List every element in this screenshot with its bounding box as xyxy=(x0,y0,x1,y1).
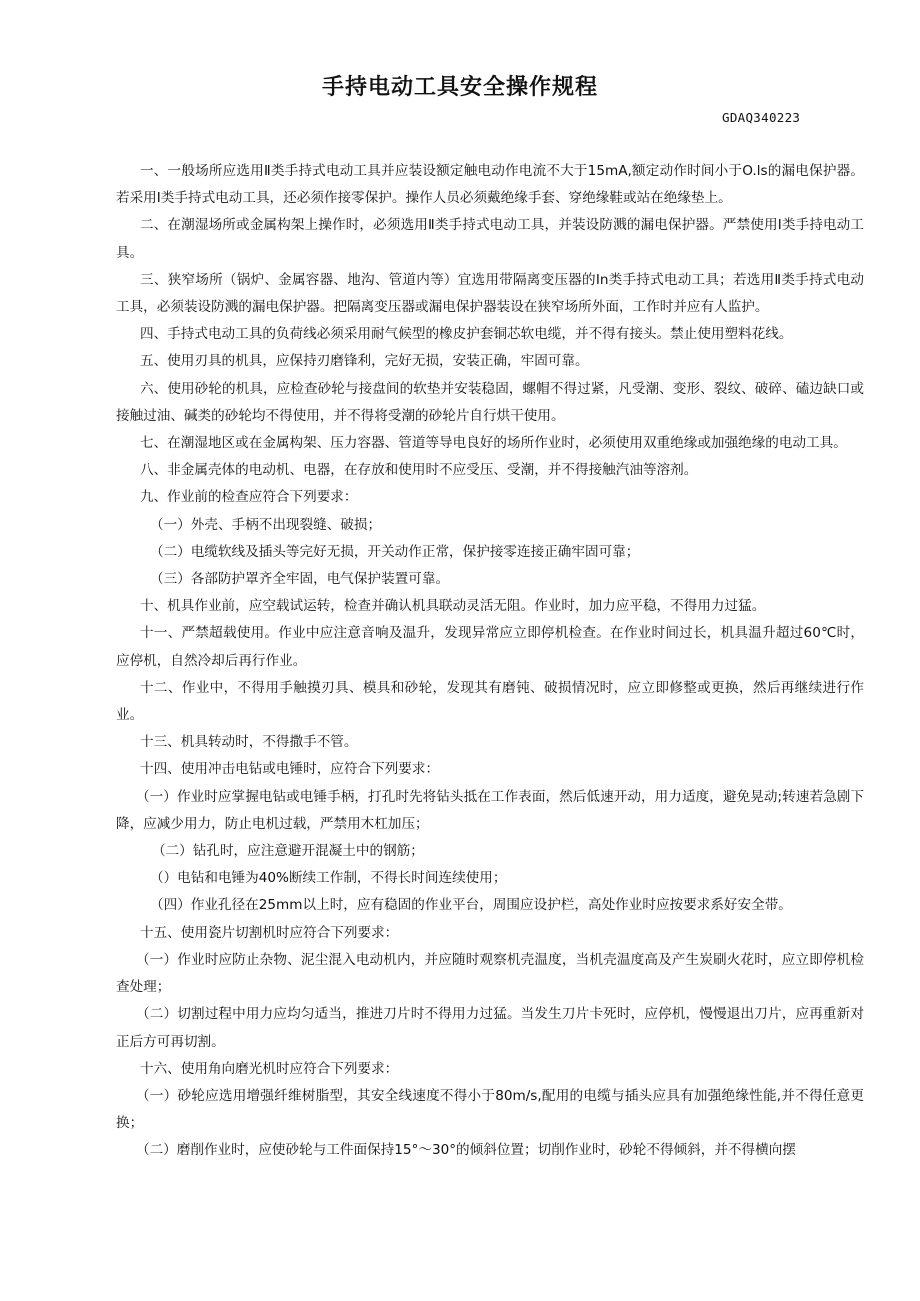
clause-13: 十三、机具转动时，不得撒手不管。 xyxy=(140,734,358,751)
clause-16-item-2: （二）磨削作业时，应使砂轮与工件面保持15°～30°的倾斜位置；切削作业时，砂轮不得倾斜，并不得横向摆 xyxy=(136,1142,796,1159)
clause-16-item-1: （一）砂轮应选用增强纤维树脂型，其安全线速度不得小于80m/s,配用的电缆与插头应具有加强绝缘性能,并不得任意更换； xyxy=(116,1087,864,1132)
clause-11: 十一、严禁超载使用。作业中应注意音响及温升，发现异常应立即停机检查。在作业时间过长，机具温升超过60℃时，应停机，自然冷却后再行作业。 xyxy=(116,625,864,669)
clause-12: 十二、作业中，不得用手触摸刃具、模具和砂轮，发现其有磨钝、破损情况时，应立即修整或更换，然后再继续进行作业。 xyxy=(116,679,864,724)
clause-5: 五、使用刃具的机具，应保持刃磨锋利，完好无损，安装正确，牢固可靠。 xyxy=(140,353,589,370)
clause-7: 七、在潮湿地区或在金属构架、压力容器、管道等导电良好的场所作业时，必须使用双重绝缘或加强绝缘的电动工具。 xyxy=(140,435,847,452)
clause-14-item-1: （一）作业时应掌握电钻或电锤手柄，打孔时先将钻头抵在工作表面，然后低速开动，用力适度，避免晃动;转速若急剧下降，应减少用力，防止电机过载，严禁用木杠加压； xyxy=(116,788,864,832)
clause-1: 一、一般场所应选用Ⅱ类手持式电动工具并应装设额定触电动作电流不大于15mA,额定动作时间小于O.ls的漏电保护器。若采用Ⅰ类手持式电动工具，还必须作接零保护。操作人员必须戴绝缘手套、穿绝缘鞋或站在绝缘垫上。 xyxy=(116,163,864,207)
clause-9: 九、作业前的检查应符合下列要求： xyxy=(140,489,358,506)
clause-14: 十四、使用冲击电钻或电锤时，应符合下列要求： xyxy=(140,761,440,778)
clause-6: 六、使用砂轮的机具，应检查砂轮与接盘间的软垫并安装稳固，螺帽不得过紧，凡受潮、变形、裂纹、破碎、磕边缺口或接触过油、碱类的砂轮均不得使用，并不得将受潮的砂轮片自行烘干使用。 xyxy=(116,380,864,424)
clause-14-item-2: （二）钻孔时，应注意避开混凝土中的钢筋； xyxy=(152,843,424,860)
clause-15: 十五、使用瓷片切割机时应符合下列要求： xyxy=(140,924,399,941)
clause-14-item-4: （四）作业孔径在25mm以上时，应有稳固的作业平台，周围应设护栏，高处作业时应按要求系好安全带。 xyxy=(150,897,792,914)
clause-9-item-1: （一）外壳、手柄不出现裂缝、破损； xyxy=(150,516,382,533)
clause-15-item-2: （二）切割过程中用力应均匀适当，推进刀片时不得用力过猛。当发生刀片卡死时，应停机，慢慢退出刀片，应再重新对正后方可再切割。 xyxy=(116,1006,864,1050)
clause-14-item-3: （）电钻和电锤为40%断续工作制，不得长时间连续使用； xyxy=(150,870,507,887)
clause-2: 二、在潮湿场所或金属构架上操作时，必须选用Ⅱ类手持式电动工具，并装设防溅的漏电保护器。严禁使用Ⅰ类手持电动工具。 xyxy=(116,217,864,261)
clause-15-item-1: （一）作业时应防止杂物、泥尘混入电动机内，并应随时观察机壳温度，当机壳温度高及产生炭刷火花时，应立即停机检查处理； xyxy=(116,951,864,996)
clause-9-item-2: （二）电缆软线及插头等完好无损，开关动作正常，保护接零连接正确牢固可靠； xyxy=(150,543,640,560)
clause-4: 四、手持式电动工具的负荷线必须采用耐气候型的橡皮护套铜芯软电缆，并不得有接头。禁止使用塑料花线。 xyxy=(140,326,793,343)
document-title: 手持电动工具安全操作规程 xyxy=(321,75,598,100)
document-body xyxy=(116,158,864,1165)
clause-16: 十六、使用角向磨光机时应符合下列要求： xyxy=(140,1060,399,1077)
document-code: GDAQ340223 xyxy=(722,110,801,125)
clause-8: 八、非金属壳体的电动机、电器，在存放和使用时不应受压、受潮，并不得接触汽油等溶剂。 xyxy=(140,462,698,479)
clause-9-item-3: （三）各部防护罩齐全牢固，电气保护装置可靠。 xyxy=(150,571,450,588)
clause-3: 三、狭窄场所（锅炉、金属容器、地沟、管道内等）宜选用带隔离变压器的In类手持式电动工具；若选用Ⅱ类手持式电动工具，必须装设防溅的漏电保护器。把隔离变压器或漏电保护器装设在狭窄场所外面，工作时并应有人监护。 xyxy=(116,271,864,316)
clause-10: 十、机具作业前，应空载试运转，检查并确认机具联动灵活无阻。作业时，加力应平稳，不得用力过猛。 xyxy=(140,598,766,615)
